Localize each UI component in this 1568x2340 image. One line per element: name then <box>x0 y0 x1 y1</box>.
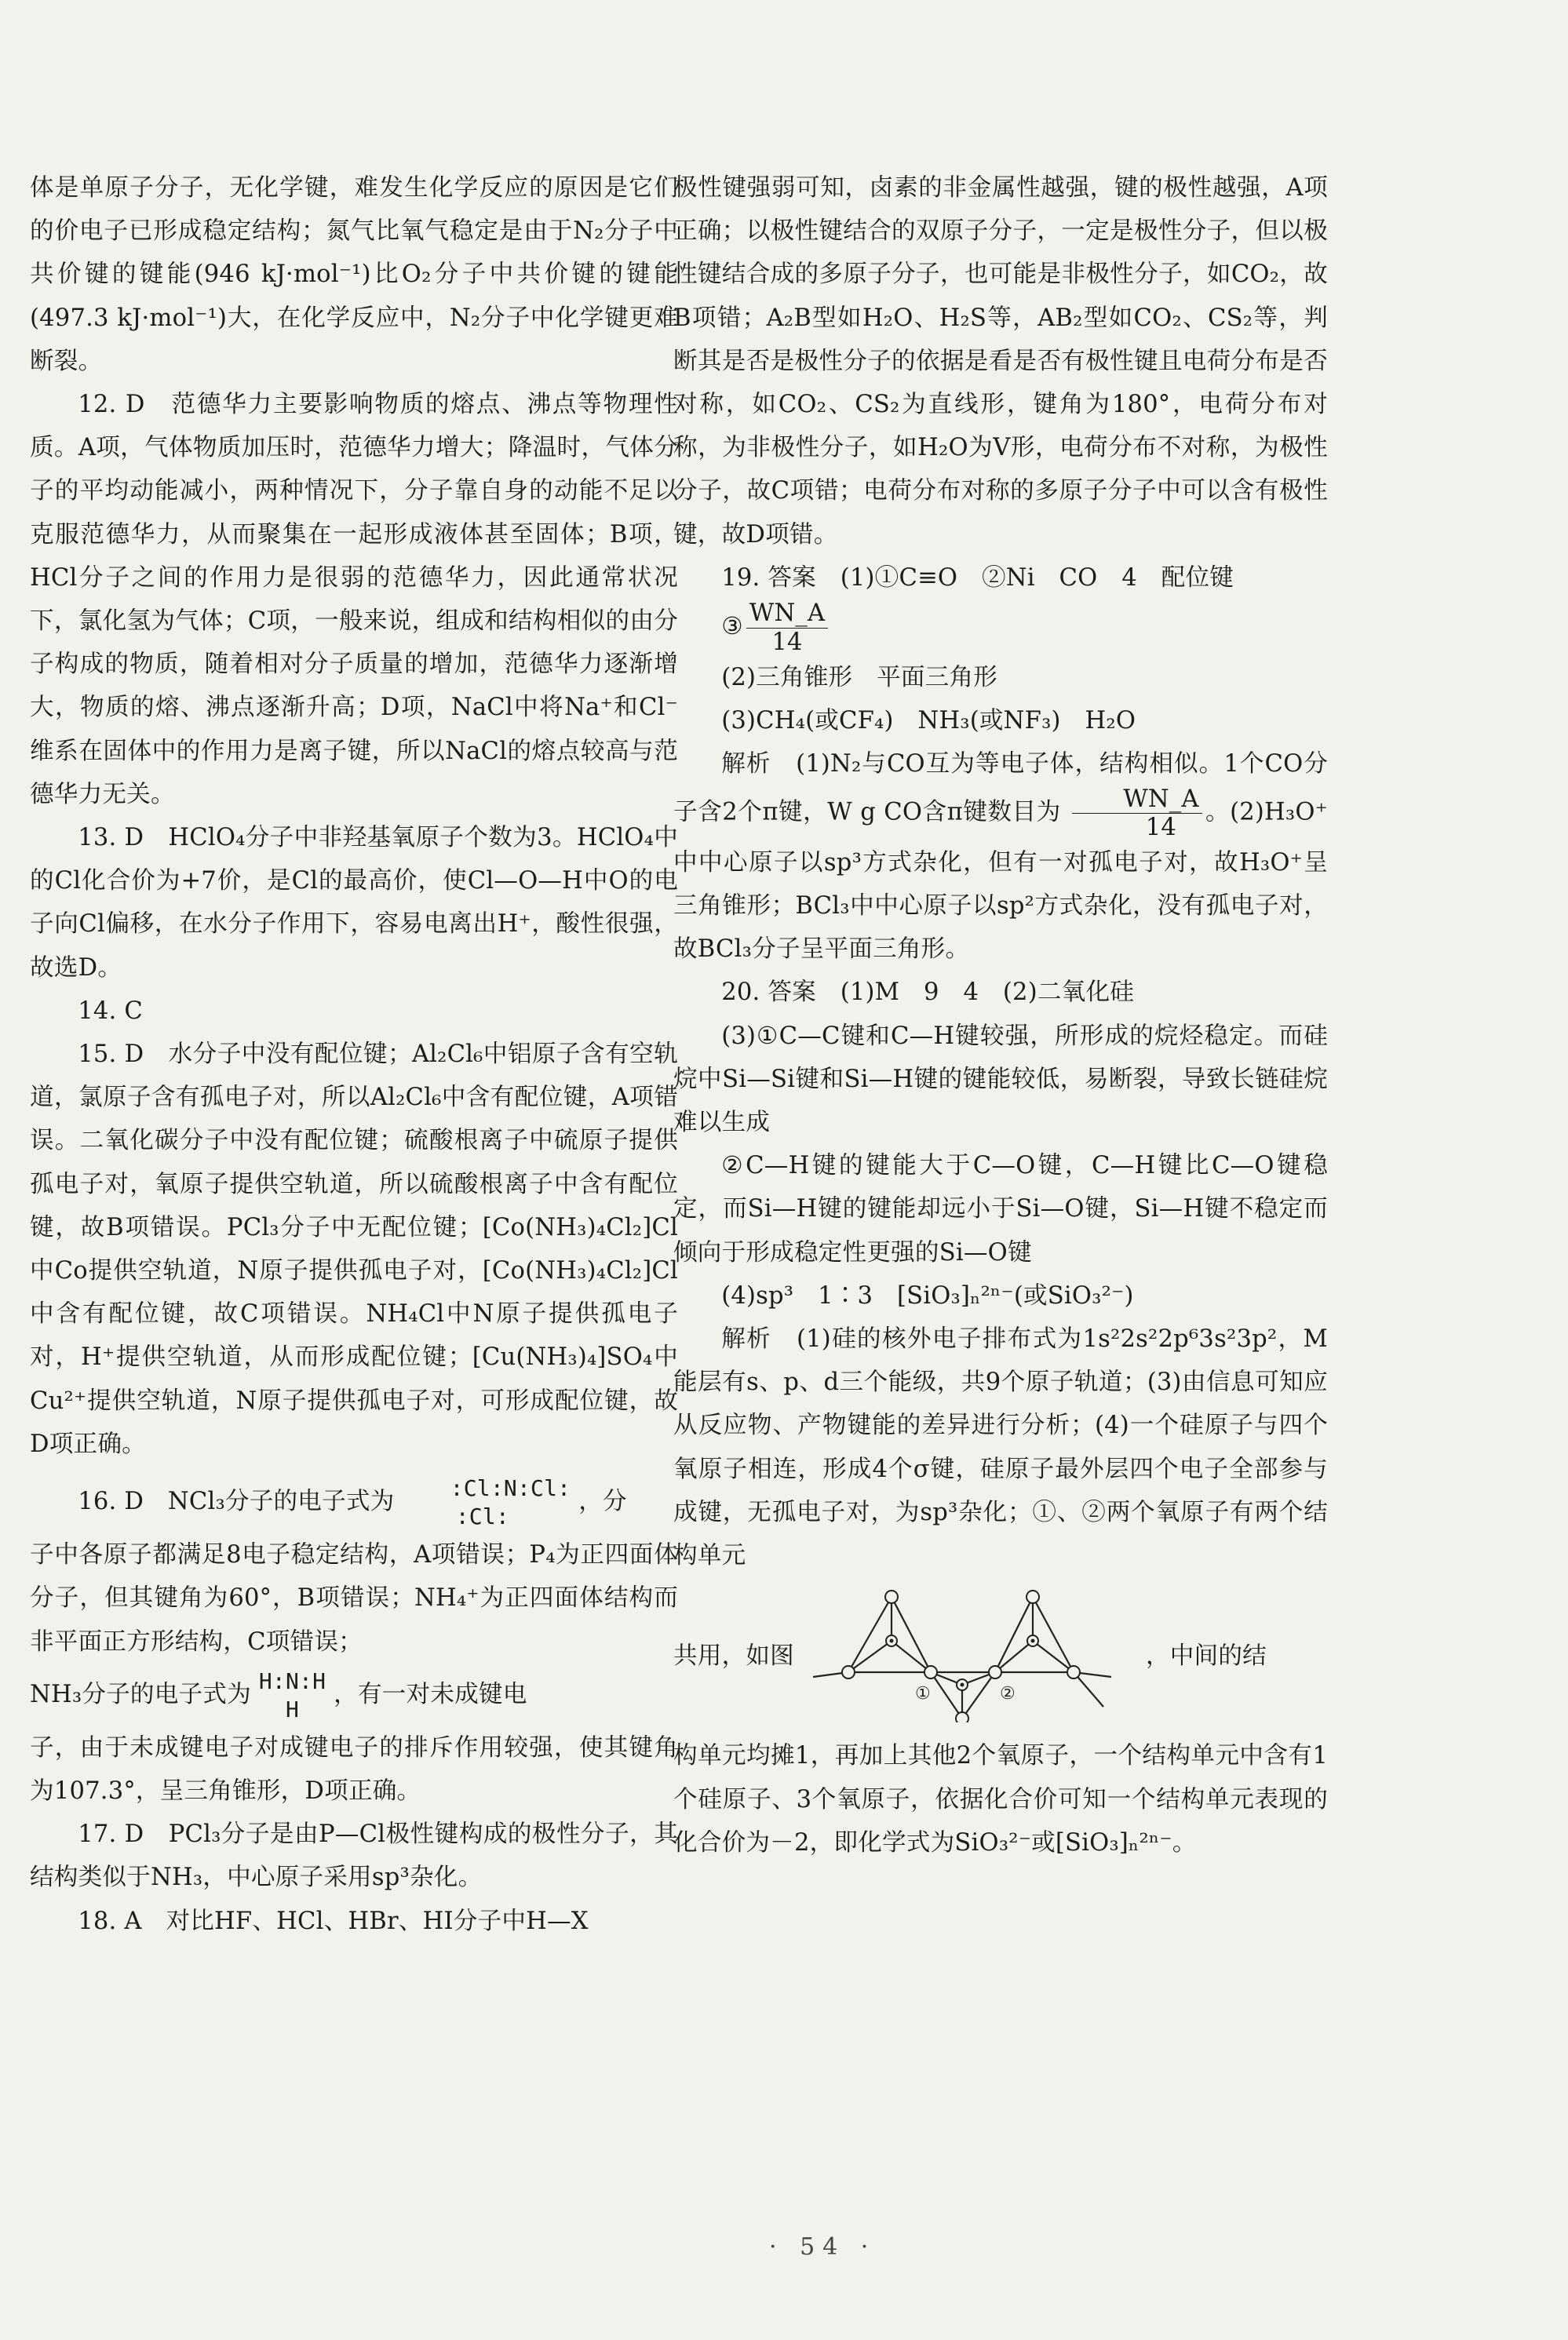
analysis-text: 解析 (1)N₂与CO互为等电子体，结构相似。1个CO分子含2个π键，W g CO含π键数目为 <box>673 750 1328 826</box>
right-column <box>673 166 1328 1864</box>
answer-20-part4: (4)sp³ 1∶3 [SiO₃]ₙ²ⁿ⁻(或SiO₃²⁻) <box>721 1281 1134 1310</box>
answer-20-part3a: (3)①C—C键和C—H键较强，所形成的烷烃稳定。而硅烷中Si—Si键和Si—H键的键能较低，易断裂，导致长链硅烷难以生成 <box>673 1022 1328 1137</box>
lewis-line: :Cl: <box>402 1504 509 1530</box>
answer-12: 12. D 范德华力主要影响物质的熔点、沸点等物理性质。A项，气体物质加压时，范德华力增大；降温时，气体分子的平均动能减小，两种情况下，分子靠自身的动能不足以克服范德华力，从而聚集在一起形成液体甚至固体；B项，HCl分子之间的作用力是很弱的范德华力，因此通常状况下，氯化氢为气体；C项，一般来说，组成和结构相似的由分子构成的物质，随着相对分子质量的增加，范德华力逐渐增大，物质的熔、沸点逐渐升高；D项，NaCl中将Na⁺和Cl⁻维系在固体中的作用力是离子键，所以NaCl的熔点较高与范德华力无关。 <box>30 391 678 808</box>
answer-19-line: (3)CH₄(或CF₄) NH₃(或NF₃) H₂O <box>721 706 1136 734</box>
fraction-numerator: WN_A <box>1072 785 1202 814</box>
label-2: ② <box>999 1684 1016 1704</box>
q16-lead: 16. D NCl₃分子的电子式为 <box>78 1488 395 1516</box>
nh3-line <box>30 1664 678 1726</box>
answer-20-end: 构单元均摊1，再加上其他2个氧原子，一个结构单元中含有1个硅原子、3个氧原子，依据化合价可知一个结构单元表现的化合价为－2，即化学式为SiO₃²⁻或[SiO₃]ₙ²ⁿ⁻。 <box>673 1742 1328 1857</box>
answer-19-analysis <box>673 742 1328 971</box>
answer-20-part3b: ②C—H键的键能大于C—O键，C—H键比C—O键稳定，而Si—H键的键能却远小于Si—O键，Si—H键不稳定而倾向于形成稳定性更强的Si—O键 <box>673 1152 1328 1267</box>
paragraph: 体是单原子分子，无化学键，难发生化学反应的原因是它们的价电子已形成稳定结构；氮气比氧气稳定是由于N₂分子中共价键的键能(946 kJ·mol⁻¹)比O₂分子中共价键的键能(497.3 kJ·mol⁻¹)大，在化学反应中，N₂分子中化学键更难断裂。 <box>30 174 678 375</box>
fraction <box>1072 785 1202 841</box>
answer-18: 18. A 对比HF、HCl、HBr、HI分子中H—X <box>78 1907 589 1935</box>
fraction-denominator: 14 <box>1145 814 1177 842</box>
ncl3-lewis-structure <box>402 1474 571 1531</box>
answer-16 <box>30 1471 678 1533</box>
answer-19-head: 19. 答案 (1)①C≡O ②Ni CO 4 配位键 <box>721 563 1234 592</box>
nh3-lewis-structure <box>259 1668 326 1724</box>
analysis-text: 。(2)H₃O⁺中中心原子以sp³方式杂化，但有一对孤电子对，故H₃O⁺呈三角锥形；BCl₃中中心原子以sp²方式杂化，没有孤电子对，故BCl₃分子呈平面三角形。 <box>673 798 1328 964</box>
label-1: ① <box>914 1684 931 1704</box>
q16-tail: ，分 <box>578 1488 627 1516</box>
nh3-lead: NH₃分子的电子式为 <box>30 1680 251 1708</box>
answer-13: 13. D HClO₄分子中非羟基氧原子个数为3。HClO₄中的Cl化合价为+7价，是Cl的最高价，使Cl—O—H中O的电子向Cl偏移，在水分子作用下，容易电离出H⁺，酸性很强，故选D。 <box>30 824 678 982</box>
page-number: · 54 · <box>769 2233 877 2261</box>
answer-14: 14. C <box>78 997 143 1025</box>
fraction <box>746 600 828 655</box>
paragraph: 子中各原子都满足8电子稳定结构，A项错误；P₄为正四面体分子，但其键角为60°，B项错误；NH₄⁺为正四面体结构而非平面正方形结构，C项错误； <box>30 1541 678 1656</box>
fig-lead: 共用，如图 <box>673 1642 794 1670</box>
left-column <box>30 166 678 1943</box>
answer-17: 17. D PCl₃分子是由P—Cl极性键构成的极性分子，其结构类似于NH₃，中心原子采用sp³杂化。 <box>30 1821 678 1892</box>
answer-19-line: (2)三角锥形 平面三角形 <box>721 663 998 691</box>
nh3-tail: ，有一对未成键电 <box>334 1680 527 1708</box>
answer-19-frac-line <box>673 600 1328 656</box>
lewis-line: H:N:H <box>258 1668 326 1694</box>
lewis-line: :Cl:N:Cl: <box>450 1475 571 1502</box>
paragraph: 极性键强弱可知，卤素的非金属性越强，键的极性越强，A项正确；以极性键结合的双原子分子，一定是极性分子，但以极性键结合成的多原子分子，也可能是非极性分子，如CO₂，故B项错；A₂B型如H₂O、H₂S等，AB₂型如CO₂、CS₂等，判断其是否是极性分子的依据是看是否有极性键且电荷分布是否对称，如CO₂、CS₂为直线形，键角为180°，电荷分布对称，为非极性分子，如H₂O为V形，电荷分布不对称，为极性分子，故C项错；电荷分布对称的多原子分子中可以含有极性键，故D项错。 <box>673 174 1328 549</box>
answer-15: 15. D 水分子中没有配位键；Al₂Cl₆中铝原子含有空轨道，氯原子含有孤电子对，所以Al₂Cl₆中含有配位键，A项错误。二氧化碳分子中没有配位键；硫酸根离子中硫原子提供孤电子对，氧原子提供空轨道，所以硫酸根离子中含有配位键，故B项错误。PCl₃分子中无配位键；[Co(NH₃)₄Cl₂]Cl中Co提供空轨道，N原子提供孤电子对，[Co(NH₃)₄Cl₂]Cl中含有配位键，故C项错误。NH₄Cl中N原子提供孤电子对，H⁺提供空轨道，从而形成配位键；[Cu(NH₃)₄]SO₄中Cu²⁺提供空轨道，N原子提供孤电子对，可形成配位键，故D项正确。 <box>30 1041 678 1458</box>
paragraph: 子，由于未成键电子对成键电子的排斥作用较强，使其键角为107.3°，呈三角锥形，D项正确。 <box>30 1733 678 1805</box>
fig-tail: ，中间的结 <box>1145 1642 1267 1670</box>
fraction-numerator: WN_A <box>746 600 828 628</box>
answer-20-analysis: 解析 (1)硅的核外电子排布式为1s²2s²2p⁶3s²3p²，M能层有s、p、d三个能级，共9个原子轨道；(3)由信息可知应从反应物、产物键能的差异进行分析；(4)一个硅原子与四个氧原子相连，形成4个σ键，硅原子最外层四个电子全部参与成键，无孤电子对，为sp³杂化；①、②两个氧原子有两个结构单元 <box>673 1325 1328 1570</box>
circled-3: ③ <box>721 613 743 641</box>
figure-line <box>673 1577 1328 1734</box>
lewis-line: H <box>258 1696 300 1722</box>
answer-20-head: 20. 答案 (1)M 9 4 (2)二氧化硅 <box>721 979 1135 1007</box>
silicate-chain-figure <box>797 1589 1143 1722</box>
fraction-denominator: 14 <box>771 628 803 656</box>
